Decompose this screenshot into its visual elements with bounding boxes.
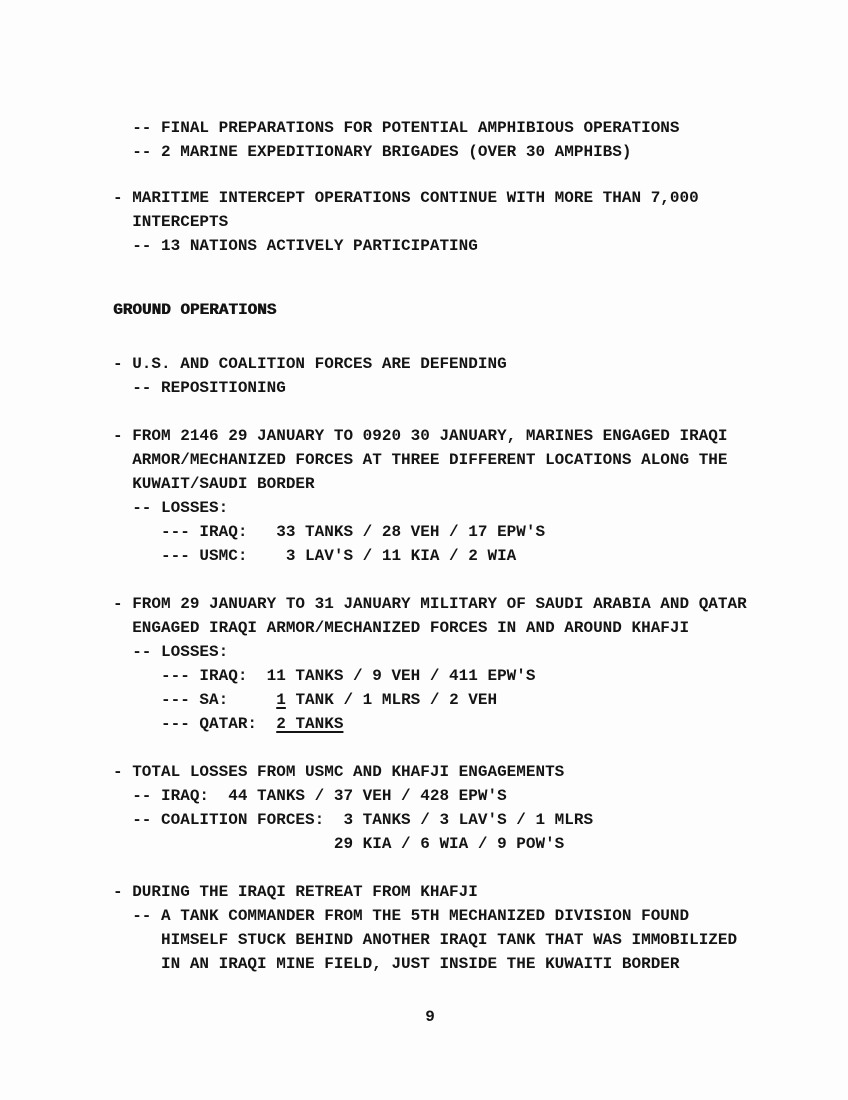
- doc-line-marines-2: ARMOR/MECHANIZED FORCES AT THREE DIFFERENT LOCATIONS ALONG THE: [113, 451, 728, 469]
- doc-line-retreat-2: -- A TANK COMMANDER FROM THE 5TH MECHANIZED DIVISION FOUND: [113, 907, 690, 925]
- section-title: GROUND OPERATIONS: [113, 301, 277, 319]
- doc-line-total-1: - TOTAL LOSSES FROM USMC AND KHAFJI ENGAGEMENTS: [113, 763, 565, 781]
- doc-line-khafji-2: ENGAGED IRAQI ARMOR/MECHANIZED FORCES IN AND AROUND KHAFJI: [113, 619, 690, 637]
- doc-line-repositioning: -- REPOSITIONING: [113, 379, 286, 397]
- doc-line-total-coalition-1: -- COALITION FORCES: 3 TANKS / 3 LAV'S / 1 MLRS: [113, 811, 594, 829]
- doc-line-losses-iraq-1: --- IRAQ: 33 TANKS / 28 VEH / 17 EPW'S: [113, 523, 546, 541]
- doc-line-losses-qatar: [113, 712, 793, 736]
- document-content: [113, 116, 793, 1000]
- doc-line-maritime-2: INTERCEPTS: [113, 213, 229, 231]
- sa-prefix: --- SA:: [113, 691, 277, 709]
- doc-line-marines-3: KUWAIT/SAUDI BORDER: [113, 475, 315, 493]
- doc-line-losses-sa: [113, 688, 793, 712]
- ground-operations-header: [113, 298, 793, 322]
- doc-line-marine-brigades: -- 2 MARINE EXPEDITIONARY BRIGADES (OVER 30 AMPHIBS): [113, 143, 632, 161]
- doc-line-retreat-3: HIMSELF STUCK BEHIND ANOTHER IRAQI TANK THAT WAS IMMOBILIZED: [113, 931, 738, 949]
- doc-line-retreat-1: - DURING THE IRAQI RETREAT FROM KHAFJI: [113, 883, 478, 901]
- doc-line-losses-usmc: --- USMC: 3 LAV'S / 11 KIA / 2 WIA: [113, 547, 517, 565]
- doc-line-khafji-1: - FROM 29 JANUARY TO 31 JANUARY MILITARY OF SAUDI ARABIA AND QATAR: [113, 595, 747, 613]
- maritime-intercept-item: [113, 186, 793, 258]
- doc-line-marines-1: - FROM 2146 29 JANUARY TO 0920 30 JANUARY, MARINES ENGAGED IRAQI: [113, 427, 728, 445]
- marines-engagement-item: [113, 424, 793, 568]
- qatar-prefix: --- QATAR:: [113, 715, 277, 733]
- doc-line-retreat-4: IN AN IRAQI MINE FIELD, JUST INSIDE THE KUWAITI BORDER: [113, 955, 680, 973]
- doc-line-total-coalition-2: 29 KIA / 6 WIA / 9 POW'S: [113, 835, 565, 853]
- amphib-prep-item: [113, 116, 793, 164]
- sa-rest: TANK / 1 MLRS / 2 VEH: [285, 691, 498, 709]
- doc-line-losses-iraq-2: --- IRAQ: 11 TANKS / 9 VEH / 411 EPW'S: [113, 667, 536, 685]
- defending-item: [113, 352, 793, 400]
- doc-line-losses-label-2: -- LOSSES:: [113, 643, 229, 661]
- sa-underlined-value: 1: [276, 691, 286, 709]
- doc-line-defending: - U.S. AND COALITION FORCES ARE DEFENDING: [113, 355, 507, 373]
- qatar-underlined-value: 2 TANKS: [276, 715, 344, 733]
- doc-line-losses-label-1: -- LOSSES:: [113, 499, 229, 517]
- doc-line-maritime-1: - MARITIME INTERCEPT OPERATIONS CONTINUE WITH MORE THAN 7,000: [113, 189, 699, 207]
- doc-line-nations: -- 13 NATIONS ACTIVELY PARTICIPATING: [113, 237, 478, 255]
- total-losses-item: [113, 760, 793, 856]
- doc-line-amphib-prep: -- FINAL PREPARATIONS FOR POTENTIAL AMPHIBIOUS OPERATIONS: [113, 119, 680, 137]
- iraqi-retreat-item: [113, 880, 793, 976]
- page-number: 9: [425, 1008, 435, 1026]
- khafji-engagement-item: [113, 592, 793, 736]
- doc-line-total-iraq: -- IRAQ: 44 TANKS / 37 VEH / 428 EPW'S: [113, 787, 507, 805]
